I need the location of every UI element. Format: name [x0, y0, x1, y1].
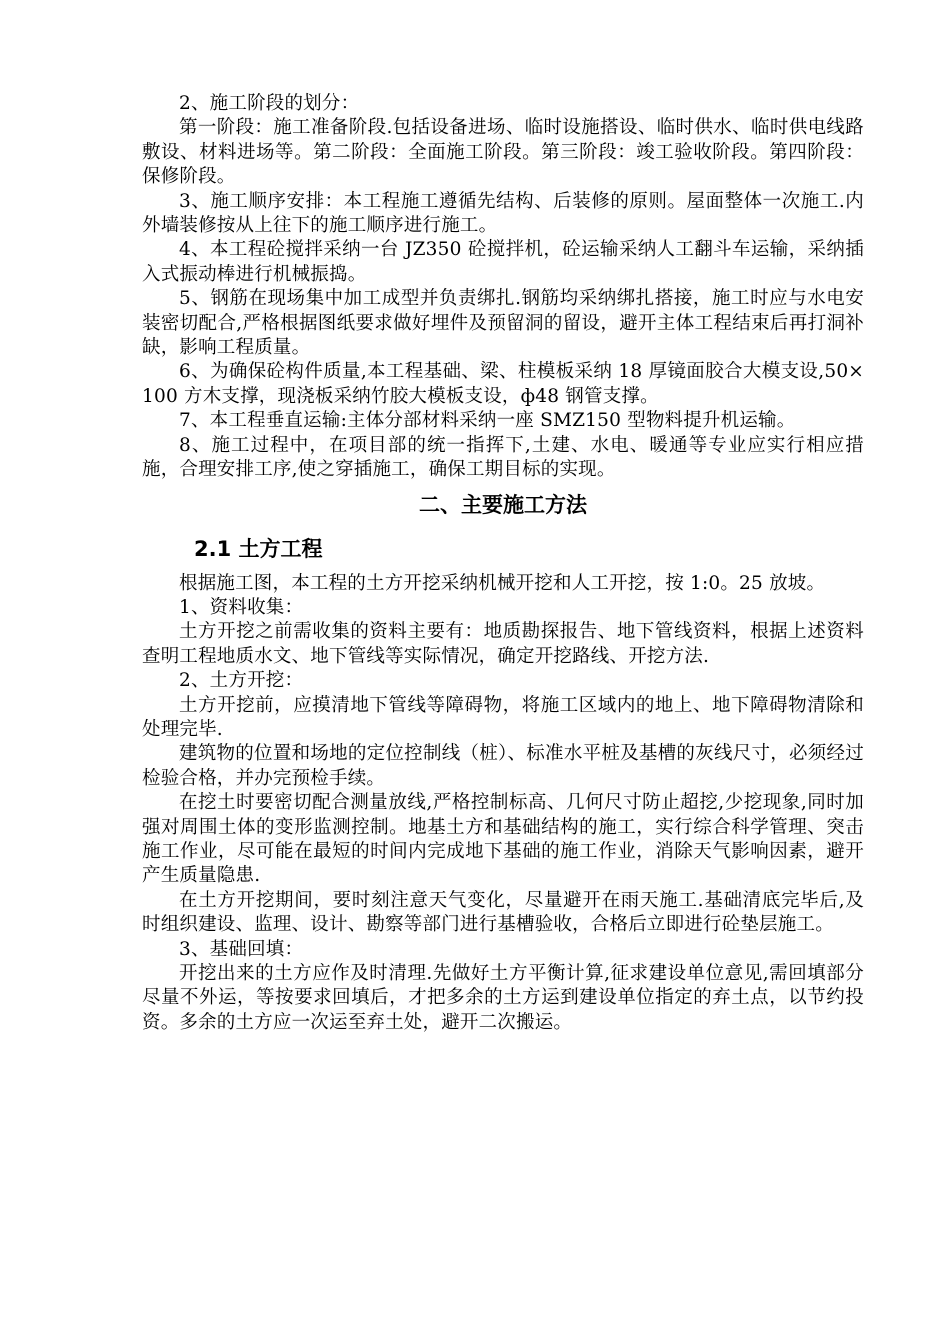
paragraph-data-collection: 土方开挖之前需收集的资料主要有：地质勘探报告、地下管线资料，根据上述资料查明工程地质水文、地下管线等实际情况，确定开挖路线、开挖方法.	[142, 621, 864, 667]
subsection-title: 2.1 土方工程	[194, 536, 323, 561]
paragraph-stages: 第一阶段：施工准备阶段.包括设备进场、临时设施搭设、临时供水、临时供电线路敷设、材料进场等。第二阶段：全面施工阶段。第三阶段：竣工验收阶段。第四阶段：保修阶段。	[142, 117, 864, 188]
paragraph-backfill-heading: 3、基础回填：	[179, 938, 304, 960]
document-page	[142, 92, 864, 1035]
paragraph-earthwork-intro: 根据施工图，本工程的土方开挖采纳机械开挖和人工开挖，按 1:0。25 放坡。	[179, 572, 826, 594]
paragraph-backfill: 开挖出来的土方应作及时清理.先做好土方平衡计算,征求建设单位意见,需回填部分尽量不外运，等按要求回填后，才把多余的土方运到建设单位指定的弃土点，以节约投资。多余的土方应一次运至弃土处，避开二次搬运。	[142, 963, 864, 1033]
paragraph-stage-division-heading: 2、施工阶段的划分：	[179, 93, 360, 114]
paragraph-excavation-positioning: 建筑物的位置和场地的定位控制线（桩）、标准水平桩及基槽的灰线尺寸，必须经过检验合格，并办完预检手续。	[142, 743, 864, 789]
paragraph-excavation-control: 在挖土时要密切配合测量放线,严格控制标高、几何尺寸防止超挖,少挖现象,同时加强对周围土体的变形监测控制。地基土方和基础结构的施工，实行综合科学管理、突击施工作业，尽可能在最短的时间内完成地下基础的施工作业，消除天气影响因素，避开产生质量隐患.	[142, 792, 864, 887]
paragraph-excavation-weather: 在土方开挖期间，要时刻注意天气变化，尽量避开在雨天施工.基础清底完毕后,及时组织建设、监理、设计、勘察等部门进行基槽验收，合格后立即进行砼垫层施工。	[142, 889, 864, 936]
paragraph-data-collection-heading: 1、资料收集：	[179, 596, 304, 618]
paragraph-construction-sequence: 3、施工顺序安排：本工程施工遵循先结构、后装修的原则。屋面整体一次施工.内外墙装修按从上往下的施工顺序进行施工。	[142, 190, 864, 237]
paragraph-excavation-obstacles: 土方开挖前，应摸清地下管线等障碍物，将施工区域内的地上、地下障碍物清除和处理完毕.	[142, 694, 864, 740]
paragraph-excavation-heading: 2、土方开挖：	[179, 670, 304, 692]
paragraph-vertical-transport: 7、本工程垂直运输:主体分部材料采纳一座 SMZ150 型物料提升机运输。	[179, 410, 796, 432]
paragraph-coordination: 8、施工过程中，在项目部的统一指挥下,土建、水电、暖通等专业应实行相应措施，合理安排工序,使之穿插施工，确保工期目标的实现。	[142, 434, 864, 481]
paragraph-rebar: 5、钢筋在现场集中加工成型并负责绑扎.钢筋均采纳绑扎搭接，施工时应与水电安装密切配合,严格根据图纸要求做好埋件及预留洞的留设，避开主体工程结束后再打洞补缺，影响工程质量。	[142, 288, 864, 359]
paragraph-formwork: 6、为确保砼构件质量,本工程基础、梁、柱模板采纳 18 厚镜面胶合大模支设,50×100 方木支撑，现浇板采纳竹胶大模板支设，ф48 钢管支撑。	[142, 361, 864, 407]
paragraph-concrete-mixing: 4、本工程砼搅拌采纳一台 JZ350 砼搅拌机，砼运输采纳人工翻斗车运输，采纳插入式振动棒进行机械振捣。	[142, 239, 864, 285]
section-title: 二、主要施工方法	[419, 492, 587, 517]
